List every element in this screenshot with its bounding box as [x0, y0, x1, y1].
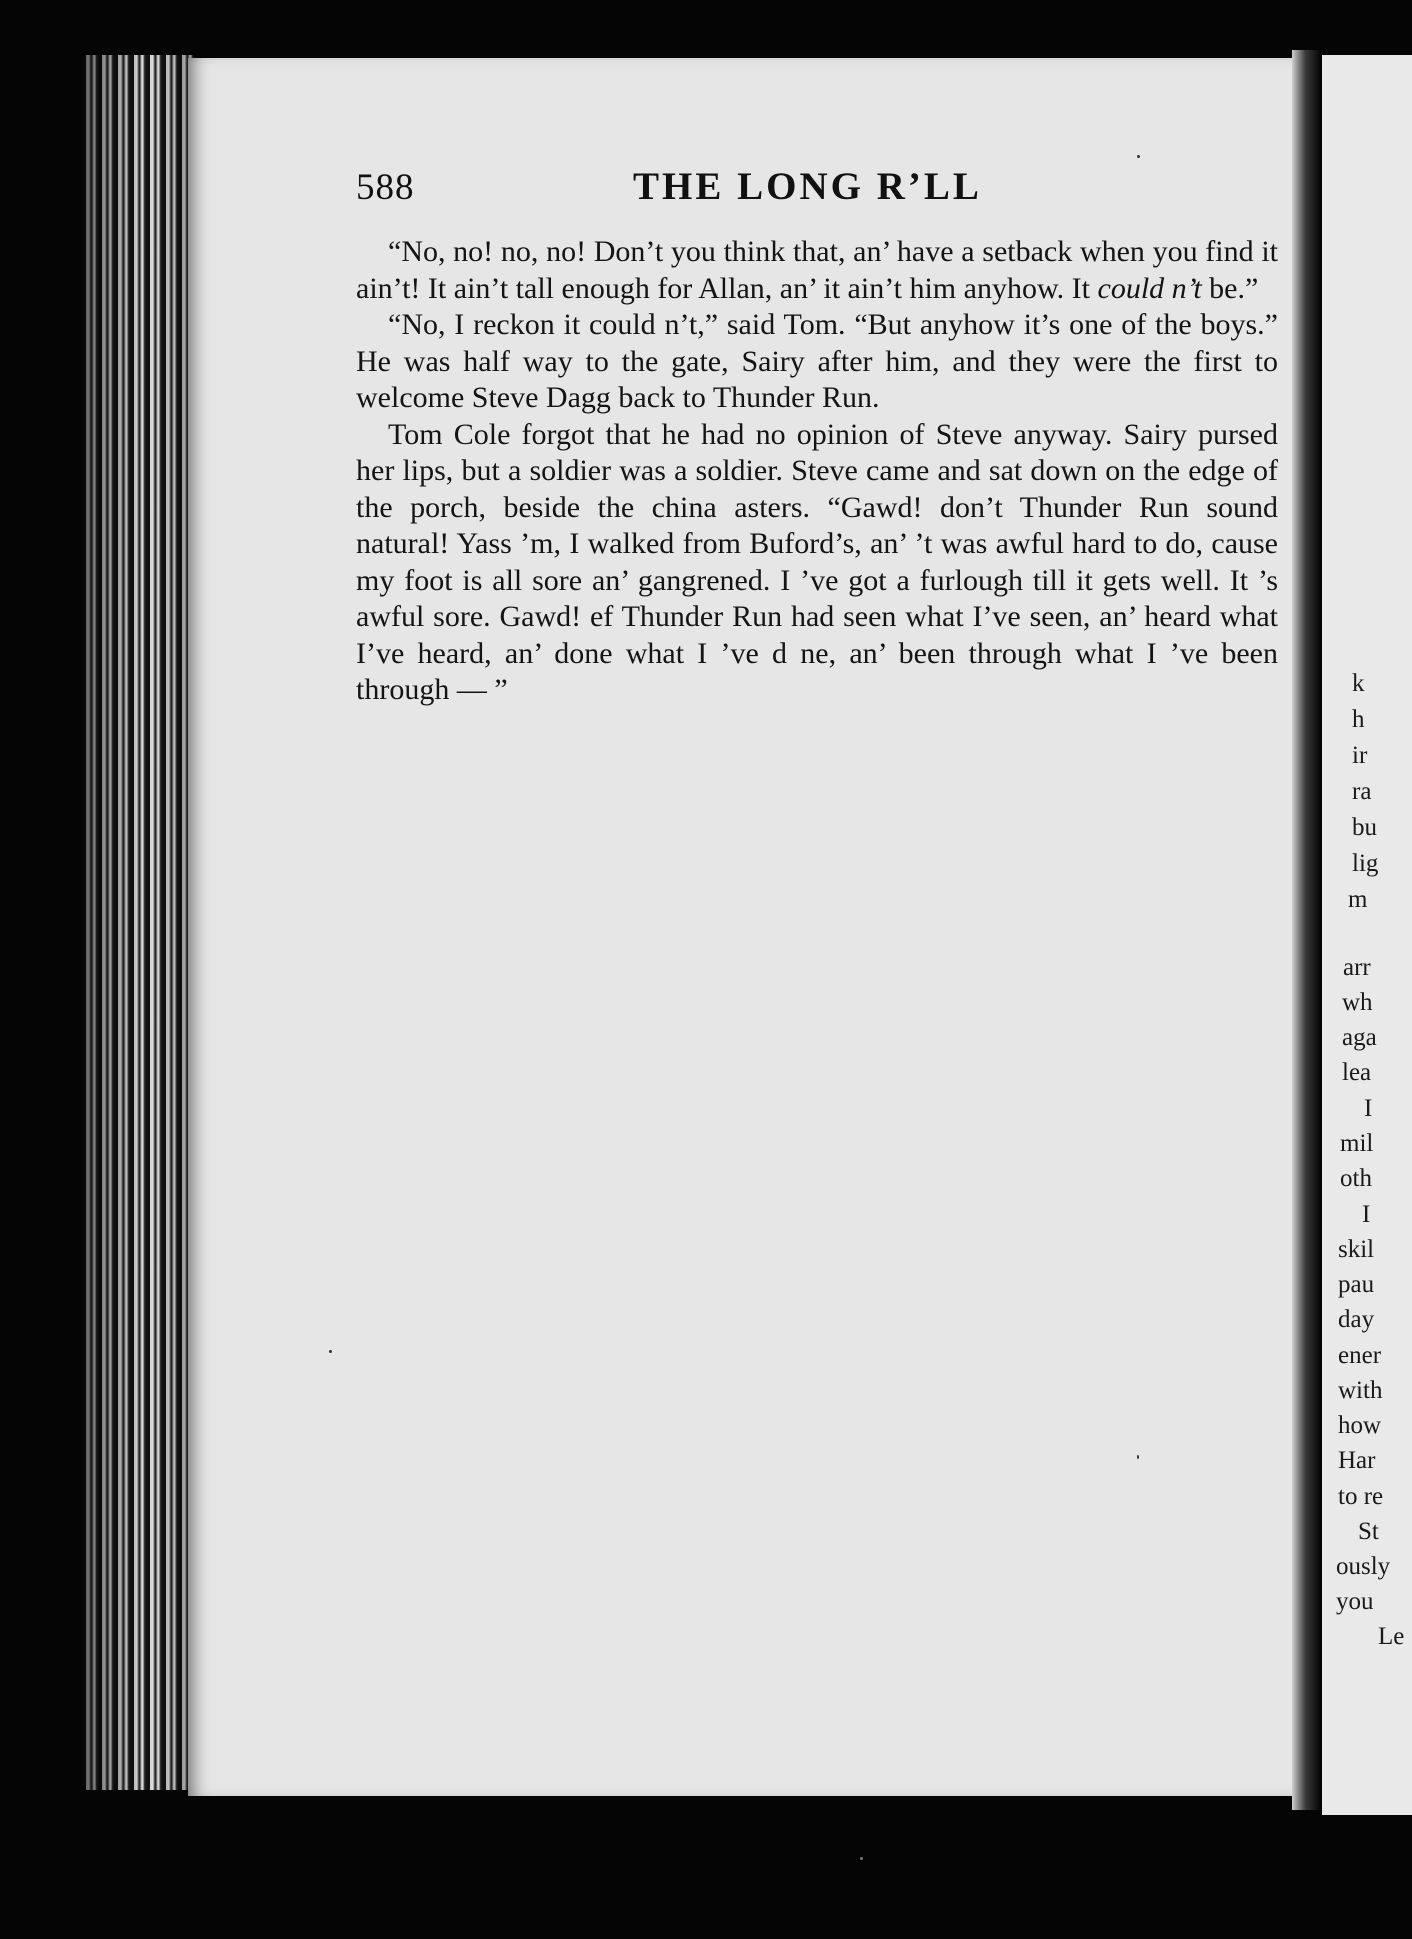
paragraph — [356, 234, 1278, 307]
facing-page-fragment: lea — [1342, 1059, 1372, 1086]
paragraph-text: “No, no! no, no! Don’t you think that, an’ have a setback when you find it ain’t! It ain’t tall enough for Allan, an’ it ain’t him anyhow. It — [356, 235, 1278, 305]
facing-page-fragment: mil — [1340, 1130, 1374, 1157]
facing-page-fragment: m — [1348, 886, 1368, 913]
facing-page-fragment: ir — [1352, 742, 1368, 769]
facing-page-fragment: ra — [1352, 778, 1372, 805]
facing-page-fragment: ously — [1336, 1553, 1391, 1580]
facing-page-fragment: lig — [1352, 850, 1379, 877]
facing-page-fragment: how — [1338, 1412, 1382, 1439]
facing-page-fragment: with — [1338, 1377, 1383, 1404]
facing-page-fragment: St — [1358, 1518, 1379, 1545]
facing-page — [1322, 55, 1412, 1815]
paragraph: Tom Cole forgot that he had no opinion of Steve anyway. Sairy pursed her lips, but a soldier was a soldier. Steve came and sat down on the edge of the porch, beside the china asters. “Gawd! don’t Thunder Run sound natural! Yass ’m, I walked from Buford’s, an’ ’t was awful hard to do, cause my foot is all sore an’ gangrened. I ’ve got a furlough till it gets well. It ’s awful sore. Gawd! ef Thunder Run had seen what I’ve seen, an’ heard what I’ve heard, an’ done what I ’ve d ne, an’ been through what I ’ve been through — ” — [356, 417, 1278, 706]
page-number: 588 — [356, 167, 415, 208]
facing-page-fragment: Le — [1378, 1623, 1405, 1650]
facing-page-fragment: pau — [1338, 1271, 1375, 1298]
dust-speck — [1137, 1455, 1139, 1459]
facing-page-fragment: arr — [1343, 954, 1371, 981]
facing-page-fragment: k — [1352, 670, 1365, 697]
facing-page-fragment: Har — [1338, 1447, 1376, 1474]
dust-speck — [860, 1857, 863, 1860]
facing-page-fragment: skil — [1338, 1236, 1375, 1263]
facing-page-fragment: h — [1352, 706, 1365, 733]
page-edges — [82, 55, 194, 1790]
running-title: THE LONG R’LL — [633, 165, 982, 208]
dust-speck — [1137, 155, 1140, 158]
paragraph-text: be.” — [1201, 271, 1259, 305]
facing-page-fragment: wh — [1342, 989, 1373, 1016]
facing-page-fragment: you — [1336, 1588, 1374, 1615]
italic-emphasis: could n’t — [1097, 271, 1202, 305]
facing-page-fragment: ener — [1338, 1342, 1382, 1369]
facing-page-fragment: oth — [1340, 1165, 1372, 1192]
body-text — [356, 234, 1278, 709]
book-gutter — [1292, 50, 1322, 1810]
facing-page-fragment: I — [1362, 1201, 1371, 1228]
facing-page-fragment: bu — [1352, 814, 1377, 841]
paragraph: “No, I reckon it could n’t,” said Tom. “But anyhow it’s one of the boys.” He was half way to the gate, Sairy after him, and they were the first to welcome Steve Dagg back to Thunder Run. — [356, 308, 1278, 414]
facing-page-fragment: day — [1338, 1306, 1375, 1333]
facing-page-fragment: to re — [1338, 1483, 1384, 1510]
facing-page-fragment: aga — [1342, 1024, 1377, 1051]
dust-speck — [329, 1350, 332, 1353]
facing-page-fragment: I — [1364, 1095, 1373, 1122]
